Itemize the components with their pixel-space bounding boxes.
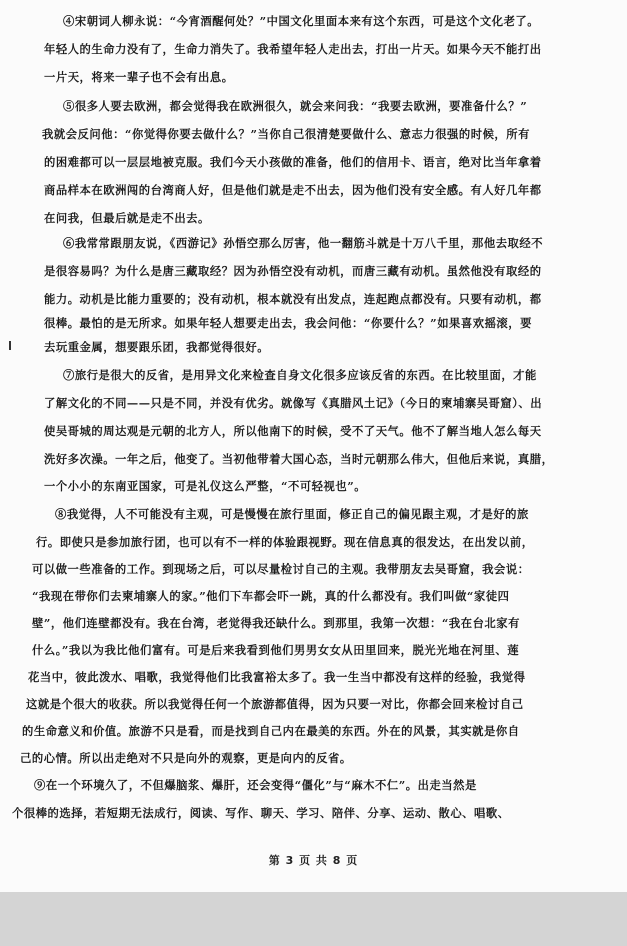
text-line: 我就会反问他：“你觉得你要去做什么？”当你自己很清楚要做什么、意志力很强的时候，所有: [42, 127, 530, 141]
text-line: 洗好多次澡。一年之后，他变了。当初他带着大国心态，当时元朝那么伟大，但他后来说，真腊，: [44, 452, 554, 466]
text-line: ⑦旅行是很大的反省，是用异文化来检查自身文化很多应该反省的东西。在比较里面，才能: [63, 368, 537, 382]
text-line: 一个小小的东南亚国家，可是礼仪这么严整，“不可轻视也”。: [44, 479, 367, 493]
text-line: ④宋朝词人柳永说：“今宵酒醒何处？”中国文化里面本来有这个东西，可是这个文化老了。: [63, 14, 540, 28]
text-line: 使吴哥城的周达观是元朝的北方人，所以他南下的时候，受不了天气。他不了解当地人怎么每天: [44, 424, 542, 438]
text-line: 己的心情。所以出走绝对不只是向外的观察，更是向内的反省。: [20, 751, 352, 765]
text-line: 能力。动机是比能力重要的；没有动机，根本就没有出发点，连起跑点都没有。只要有动机，都: [44, 292, 542, 306]
text-line: 可以做一些准备的工作。到现场之后，可以尽量检讨自己的主观。我带朋友去吴哥窟，我会说：: [32, 562, 530, 576]
text-line: 的困难都可以一层层地被克服。我们今天小孩做的准备，他们的信用卡、语言，绝对比当年拿着: [44, 155, 542, 169]
text-line: 很棒。最怕的是无所求。如果年轻人想要走出去，我会问他：“你要什么？”如果喜欢摇滚，要: [44, 316, 532, 330]
text-line: 壁”，他们连壁都没有。我在台湾，老觉得我还缺什么。到那里，我第一次想：“我在台北家有: [32, 616, 520, 630]
text-line: 去玩重金属，想要跟乐团，我都觉得很好。: [44, 340, 270, 354]
text-line: 在问我，但最后就是走不出去。: [44, 211, 210, 225]
margin-mark: [9, 341, 11, 350]
text-line: 了解文化的不同——只是不同，并没有优劣。就像写《真腊风土记》（今日的柬埔寨吴哥窟）、出: [44, 396, 543, 410]
text-line: “我现在带你们去柬埔寨人的家。”他们下车都会吓一跳，真的什么都没有。我们叫做“家徒四: [32, 589, 510, 603]
text-line: ⑤很多人要去欧洲，都会觉得我在欧洲很久，就会来问我：“我要去欧洲，要准备什么？”: [63, 99, 528, 113]
page-footer: 第 3 页 共 8 页: [268, 854, 359, 867]
text-line: ⑥我常常跟朋友说，《西游记》孙悟空那么厉害，他一翻筋斗就是十万八千里，那他去取经不: [63, 236, 544, 250]
text-line: 的生命意义和价值。旅游不只是看，而是找到自己内在最美的东西。外在的风景，其实就是你自: [22, 724, 520, 738]
text-line: ⑧我觉得，人不可能没有主观，可是慢慢在旅行里面，修正自己的偏见跟主观，才是好的旅: [55, 507, 529, 521]
text-line: 年轻人的生命力没有了，生命力消失了。我希望年轻人走出去，打出一片天。如果今天不能打出: [44, 42, 542, 56]
text-line: 是很容易吗？为什么是唐三藏取经？因为孙悟空没有动机，而唐三藏有动机。虽然他没有取经的: [44, 264, 542, 278]
text-line: 什么。”我以为我比他们富有。可是后来我看到他们男男女女从田里回来，脱光光地在河里、莲: [32, 643, 520, 657]
text-line: 一片天，将来一辈子也不会有出息。: [44, 70, 234, 84]
text-line: 这就是个很大的收获。所以我觉得任何一个旅游都值得，因为只要一对比，你都会回来检讨自己: [26, 697, 524, 711]
text-line: ⑨在一个环境久了，不但爆脑浆、爆肝，还会变得“僵化”与“麻木不仁”。出走当然是: [34, 778, 477, 792]
viewer-background: [0, 892, 627, 946]
text-line: 商品样本在欧洲闯的台湾商人好，但是他们就是走不出去，因为他们没有安全感。有人好几年都: [44, 183, 542, 197]
text-line: 花当中，彼此泼水、唱歌，我觉得他们比我富裕太多了。我一生当中都没有这样的经验，我觉得: [28, 670, 526, 684]
text-line: 个很棒的选择，若短期无法成行，阅读、写作、聊天、学习、陪伴、分享、运动、散心、唱歌、: [12, 806, 510, 820]
text-line: 行。即使只是参加旅行团，也可以有不一样的体验跟视野。现在信息真的很发达，在出发以前，: [36, 535, 534, 549]
